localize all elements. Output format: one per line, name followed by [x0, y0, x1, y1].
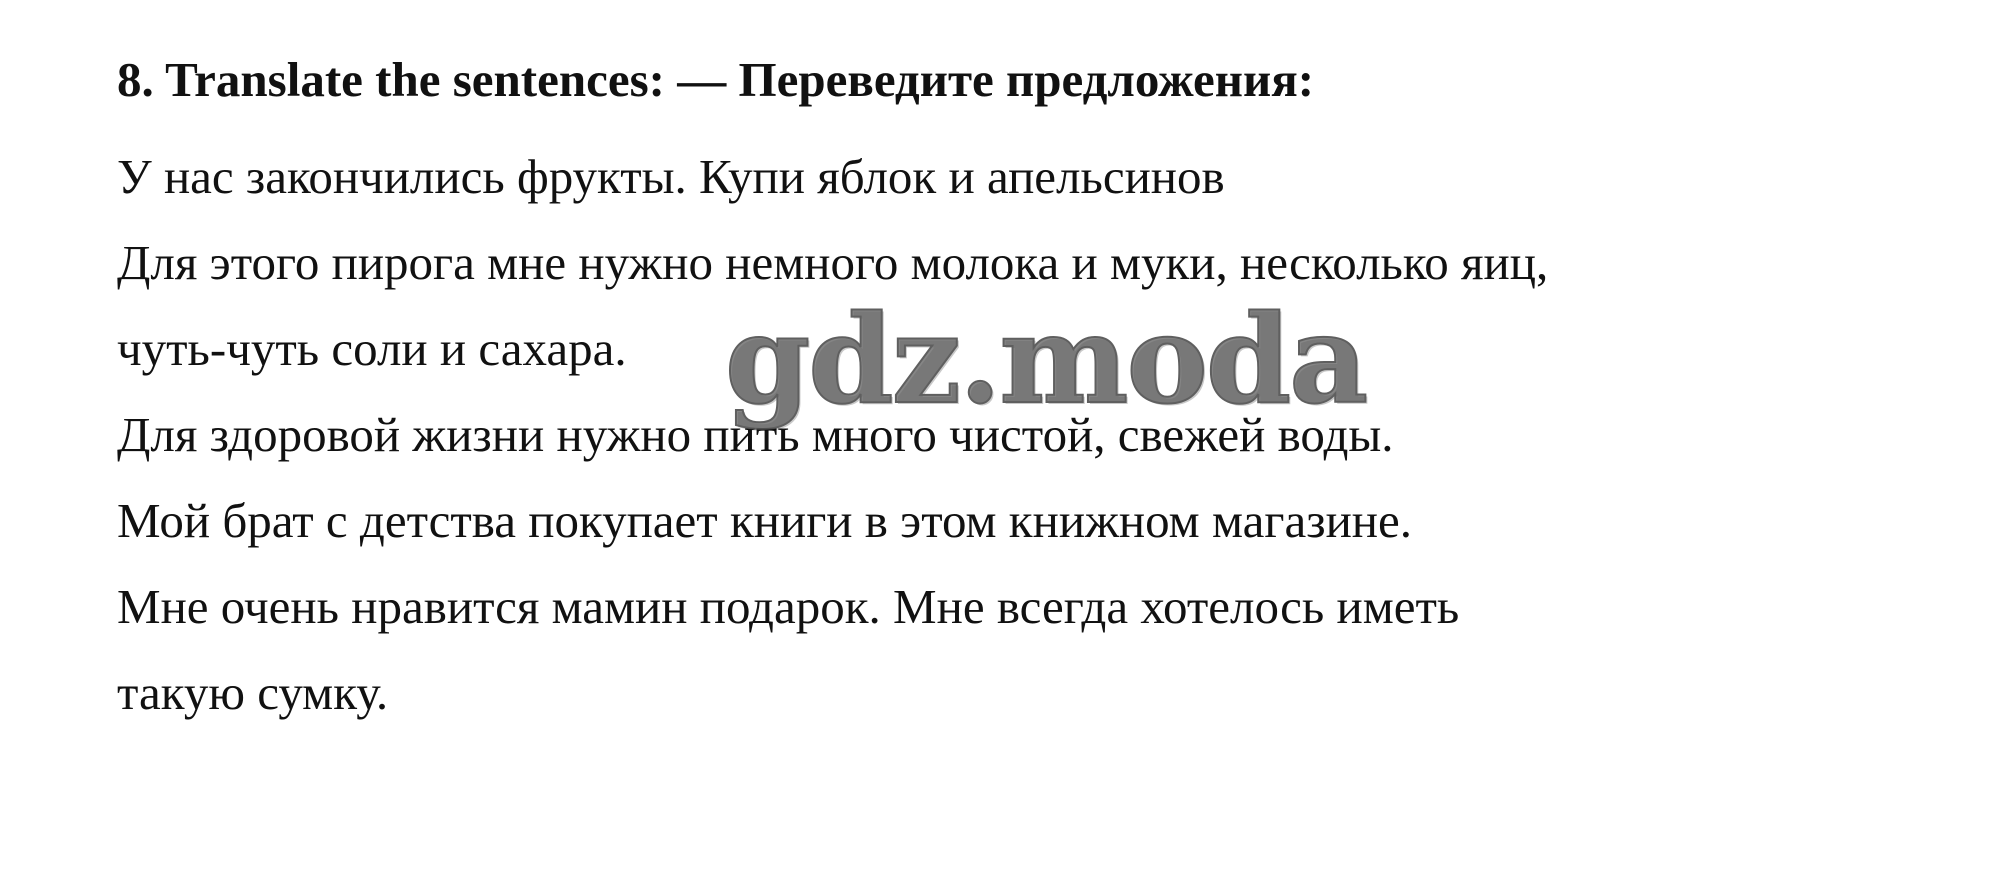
sentence-line-1: У нас закончились фрукты. Купи яблок и апельсинов: [117, 149, 1225, 204]
exercise-page: [117, 40, 1951, 736]
sentence-line-2: Для этого пирога мне нужно немного молока и муки, несколько яиц,: [117, 235, 1549, 290]
exercise-heading: 8. Translate the sentences: — Переведите предложения:: [117, 52, 1315, 107]
watermark-logo: gdz.moda: [725, 287, 1367, 431]
sentence-line-6: Мне очень нравится мамин подарок. Мне всегда хотелось иметь: [117, 579, 1460, 634]
sentence-line-5: Мой брат с детства покупает книги в этом книжном магазине.: [117, 493, 1413, 548]
sentence-line-4: Для здоровой жизни нужно пить много чистой, свежей воды.: [117, 407, 1394, 462]
sentence-line-3: чуть-чуть соли и сахара.: [117, 321, 627, 376]
sentence-line-7: такую сумку.: [117, 665, 389, 720]
sentence-list: [117, 134, 1951, 736]
